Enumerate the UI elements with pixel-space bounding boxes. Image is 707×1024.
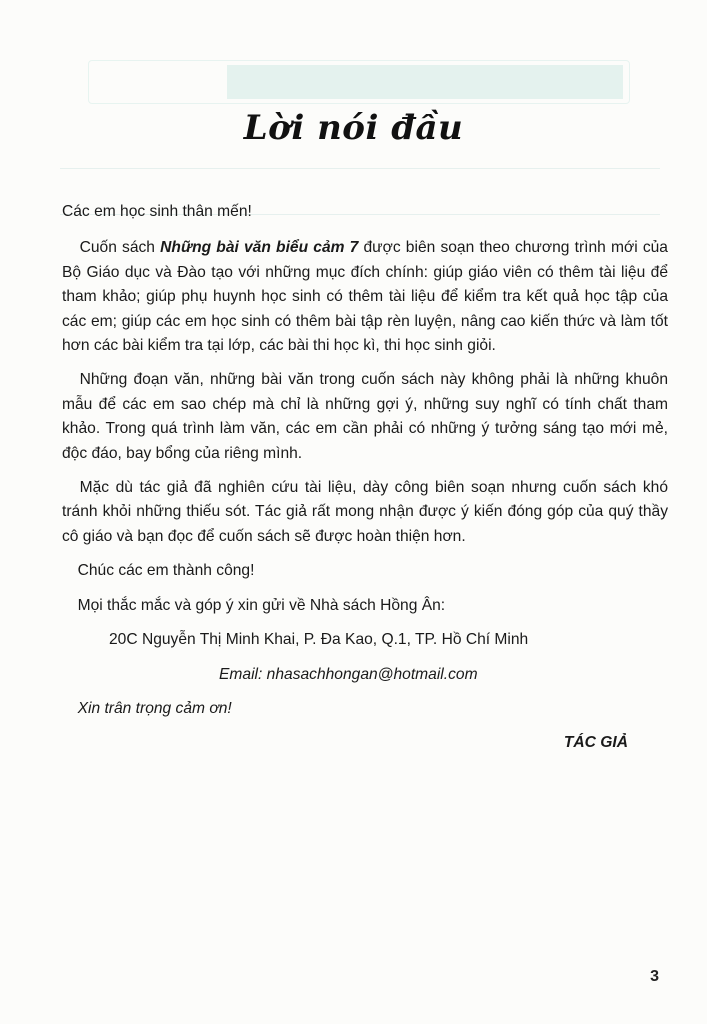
paragraph-feedback-text: Mặc dù tác giả đã nghiên cứu tài liệu, dày công biên soạn nhưng cuốn sách khó tránh khỏi những thiếu sót. Tác giả rất mong nhận được ý kiến đóng góp của quý thầy cô giáo và bạn đọc để cuốn sách sẽ được hoàn thiện hơn. [62, 479, 668, 545]
email-line [62, 663, 668, 687]
email-address: nhasachhongan@hotmail.com [266, 665, 478, 683]
wish-text: Chúc các em thành công! [77, 562, 255, 580]
wish-line [62, 559, 668, 583]
contact-intro-text: Mọi thắc mắc và góp ý xin gửi về Nhà sách Hồng Ân: [77, 596, 446, 614]
preface-body [62, 200, 668, 756]
email-label: Email: [219, 665, 267, 683]
bleed-through-rule [60, 168, 660, 169]
paragraph-guidance [62, 368, 668, 466]
paragraph-purpose [62, 236, 668, 358]
contact-intro-line [62, 594, 668, 618]
paragraph-purpose-before: Cuốn sách [79, 239, 161, 257]
page-title: Lời nói đầu [243, 108, 464, 148]
author-signature: TÁC GIẢ [563, 734, 628, 752]
book-title: Những bài văn biểu cảm 7 [160, 239, 359, 257]
bleed-through-header [88, 60, 630, 104]
bleed-through-header-box [227, 65, 623, 99]
thanks-text: Xin trân trọng cảm ơn! [77, 699, 232, 717]
thanks-line [62, 697, 668, 721]
paragraph-purpose-after: được biên soạn theo chương trình mới của Bộ Giáo dục và Đào tạo với những mục đích chính: giúp giáo viên có thêm tài liệu để tham khảo; giúp phụ huynh học sinh có thêm tài liệu để kiểm tra kết quả học tập của các em; giúp các em học sinh có thêm bài tập rèn luyện, nâng cao kiến thức và làm tốt hơn các bài kiểm tra tại lớp, các bài thi học kì, thi học sinh giỏi. [62, 239, 668, 355]
greeting: Các em học sinh thân mến! [62, 203, 252, 220]
paragraph-feedback [62, 476, 668, 549]
address-line: 20C Nguyễn Thị Minh Khai, P. Đa Kao, Q.1, TP. Hồ Chí Minh [109, 631, 529, 649]
page-number: 3 [650, 968, 659, 985]
paragraph-guidance-text: Những đoạn văn, những bài văn trong cuốn sách này không phải là những khuôn mẫu để các em sao chép mà chỉ là những gợi ý, những suy nghĩ có tính chất tham khảo. Trong quá trình làm văn, các em cần phải có những ý tưởng sáng tạo mới mẻ, độc đáo, bay bổng của riêng mình. [62, 371, 668, 462]
